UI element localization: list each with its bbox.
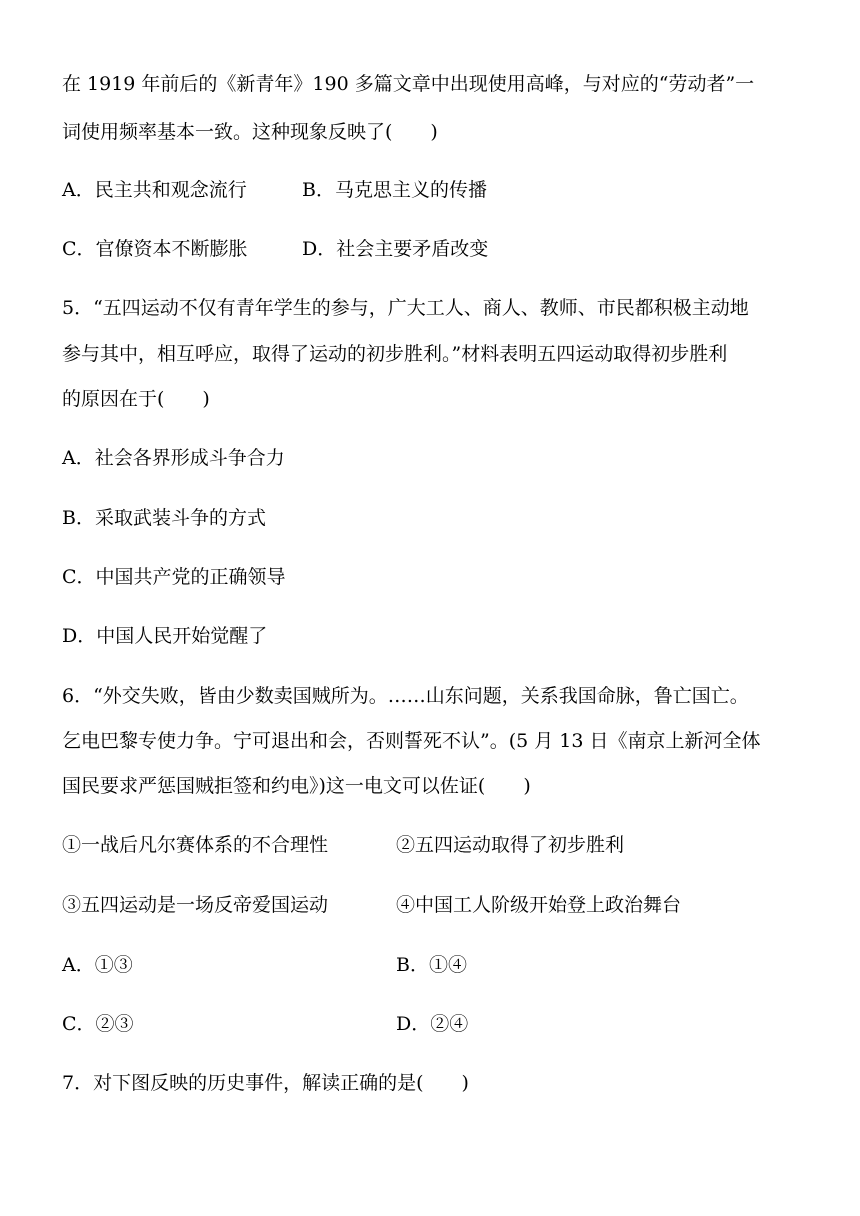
q6-option-b: B．①④ xyxy=(396,954,467,976)
q6-stem-line-3: 国民要求严惩国贼拒签和约电》)这一电文可以佐证( ) xyxy=(62,775,531,797)
q5-stem-line-3: 的原因在于( ) xyxy=(62,388,210,410)
q5-option-b: B．采取武装斗争的方式 xyxy=(62,507,266,529)
q6-item-3: ③五四运动是一场反帝爱国运动 xyxy=(62,894,329,916)
q6-item-4: ④中国工人阶级开始登上政治舞台 xyxy=(396,894,682,916)
q6-stem-line-2: 乞电巴黎专使力争。宁可退出和会，否则誓死不认”。(5 月 13 日《南京上新河全体 xyxy=(62,730,761,752)
q4-option-b: B．马克思主义的传播 xyxy=(302,179,487,201)
q5-option-c: C．中国共产党的正确领导 xyxy=(62,566,286,588)
q6-item-2: ②五四运动取得了初步胜利 xyxy=(396,834,625,856)
q5-option-d: D．中国人民开始觉醒了 xyxy=(62,625,268,647)
q4-option-a: A．民主共和观念流行 xyxy=(62,179,247,201)
q6-option-a: A．①③ xyxy=(62,954,133,976)
q5-stem-line-2: 参与其中，相互呼应，取得了运动的初步胜利。”材料表明五四运动取得初步胜利 xyxy=(62,343,728,365)
q7-stem-line-1: 7．对下图反映的历史事件，解读正确的是( ) xyxy=(62,1072,469,1094)
q6-item-1: ①一战后凡尔赛体系的不合理性 xyxy=(62,834,329,856)
q4-stem-line-1: 在 1919 年前后的《新青年》190 多篇文章中出现使用高峰，与对应的“劳动者”一 xyxy=(62,73,755,95)
q6-option-c: C．②③ xyxy=(62,1013,134,1035)
q6-option-d: D．②④ xyxy=(396,1013,469,1035)
q4-option-c: C．官僚资本不断膨胀 xyxy=(62,238,248,260)
q6-stem-line-1: 6．“外交失败，皆由少数卖国贼所为。……山东问题，关系我国命脉，鲁亡国亡。 xyxy=(62,685,749,707)
q5-stem-line-1: 5．“五四运动不仅有青年学生的参与，广大工人、商人、教师、市民都积极主动地 xyxy=(62,297,749,319)
q4-stem-line-2: 词使用频率基本一致。这种现象反映了( ) xyxy=(62,121,438,143)
q4-option-d: D．社会主要矛盾改变 xyxy=(302,238,489,260)
q5-option-a: A．社会各界形成斗争合力 xyxy=(62,447,285,469)
